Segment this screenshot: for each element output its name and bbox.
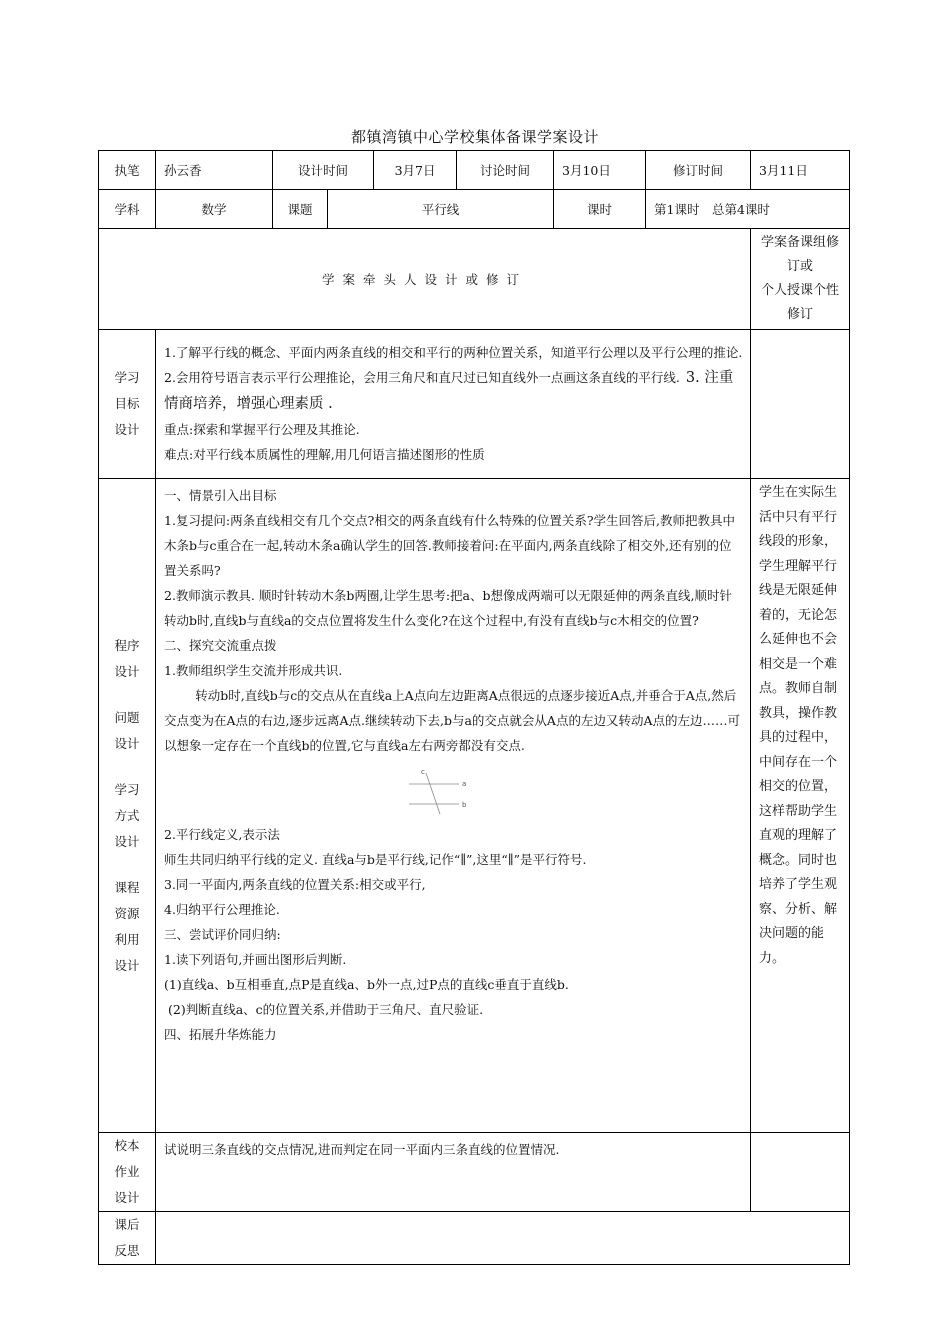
author-label: 执笔 xyxy=(99,151,156,190)
label-c: c xyxy=(421,768,425,776)
revise-column-header xyxy=(751,229,850,330)
revise-header-line-2: 个人授课个性修订 xyxy=(761,283,840,322)
section-heading-1: 一、情景引入出目标 xyxy=(164,488,277,503)
period-value: 第1课时 总第4课时 xyxy=(646,190,850,229)
goal-item-2: 2.会用符号语言表示平行公理推论，会用三角尺和直尺过已知直线外一点画这条直线的平行线. 3. 注重情商培养，增强心理素质 . xyxy=(164,369,734,412)
section-heading-2: 二、探究交流重点拨 xyxy=(164,638,277,653)
parallel-lines-figure xyxy=(164,758,744,822)
design-column-header: 学案牵头人设计或修订 xyxy=(99,229,751,330)
process-paragraph: (1)直线a、b互相垂直,点P是直线a、b外一点,过P点的直线c垂直于直线b. xyxy=(164,977,569,992)
subject-value: 数学 xyxy=(156,190,273,229)
section-heading-4: 四、拓展升华炼能力 xyxy=(164,1027,277,1042)
revise-header-line-1: 学案备课组修订或 xyxy=(761,235,840,274)
homework-label: 校本 作业 设计 xyxy=(99,1133,156,1212)
lesson-plan-table xyxy=(98,150,850,1265)
discuss-time-value: 3月10日 xyxy=(554,151,646,190)
revise-time-value: 3月11日 xyxy=(751,151,850,190)
process-side-note: 学生在实际生活中只有平行线段的形象，学生理解平行线是无限延伸着的，无论怎么延伸也不会相交是一个难点。教师自制教具，操作教具的过程中，中间存在一个相交的位置，这样帮助学生直观的理解了概念。同时也培养了学生观察、分析、解决问题的能力。 xyxy=(751,479,850,1133)
process-content xyxy=(156,479,751,1133)
label-b: b xyxy=(462,801,467,809)
topic-value: 平行线 xyxy=(328,190,554,229)
parallel-lines-diagram xyxy=(404,768,474,818)
subject-label: 学科 xyxy=(99,190,156,229)
process-paragraph: 师生共同归纳平行线的定义. 直线a与b是平行线,记作“∥”,这里“∥”是平行符号. xyxy=(164,852,587,867)
section-heading-3: 三、尝试评价同归纳: xyxy=(164,927,281,942)
process-paragraph: (2)判断直线a、c的位置关系,并借助于三角尺、直尺验证. xyxy=(164,1002,484,1017)
goals-row xyxy=(99,330,850,479)
label-a: a xyxy=(462,780,467,788)
goal-highlight: 3. 注重情商培养，增强心理素质 . xyxy=(164,369,734,412)
process-row xyxy=(99,479,850,1133)
goals-content xyxy=(156,330,751,479)
goal-item-1: 1.了解平行线的概念、平面内两条直线的相交和平行的两种位置关系，知道平行公理以及平行公理的推论. xyxy=(164,344,743,360)
difficulty-point: 难点:对平行线本质属性的理解,用几何语言描述图形的性质 xyxy=(164,446,485,462)
discuss-time-label: 讨论时间 xyxy=(457,151,554,190)
process-label: 程序 设计 问题 设计 学习 方式 设计 课程 资源 利用 设计 xyxy=(99,479,156,1133)
reflection-row xyxy=(99,1212,850,1265)
design-time-label: 设计时间 xyxy=(273,151,374,190)
process-paragraph: 1.教师组织学生交流并形成共识. xyxy=(164,663,343,678)
page-title: 都镇湾镇中心学校集体备课学案设计 xyxy=(350,128,599,146)
process-paragraph-indented: 转动b时,直线b与c的交点从在直线a上A点向左边距离A点很远的点逐步接近A点,并垂合于A点,然后交点变为在A点的右边,逐步远离A点.继续转动下去,b与a的交点就会从A点的左边又转动A点的左边……可以想象一定存在一个直线b的位置,它与直线a左右两旁都没有交点. xyxy=(164,688,740,753)
line-c xyxy=(426,773,440,814)
section-header-row xyxy=(99,229,850,330)
process-paragraph: 1.复习提问:两条直线相交有几个交点?相交的两条直线有什么特殊的位置关系?学生回答后,教师把教具中木条b与c重合在一起,转动木条a确认学生的回答.教师接着问:在平面内,两条直线除了相交外,还有别的位置关系吗? xyxy=(164,513,736,578)
process-paragraph: 1.读下列语句,并画出图形后判断. xyxy=(164,952,347,967)
header-row-1 xyxy=(99,151,850,190)
homework-row xyxy=(99,1133,850,1212)
homework-revise-cell xyxy=(751,1133,850,1212)
process-paragraph: 3.同一平面内,两条直线的位置关系:相交或平行, xyxy=(164,877,426,892)
period-label: 课时 xyxy=(554,190,646,229)
revise-time-label: 修订时间 xyxy=(646,151,751,190)
design-time-value: 3月7日 xyxy=(374,151,457,190)
goals-label: 学习 目标 设计 xyxy=(99,330,156,479)
header-row-2 xyxy=(99,190,850,229)
process-paragraph: 2.平行线定义,表示法 xyxy=(164,827,280,842)
process-paragraph: 2.教师演示教具. 顺时针转动木条b两圈,让学生思考:把a、b想像成两端可以无限延伸的两条直线,顺时针转动b时,直线b与直线a的交点位置将发生什么变化?在这个过程中,有没有直线b与c木相交的位置? xyxy=(164,588,732,628)
homework-content: 试说明三条直线的交点情况,进而判定在同一平面内三条直线的位置情况. xyxy=(156,1133,751,1212)
author-value: 孙云香 xyxy=(156,151,273,190)
reflection-label: 课后 反思 xyxy=(99,1212,156,1265)
process-paragraph: 4.归纳平行公理推论. xyxy=(164,902,280,917)
topic-label: 课题 xyxy=(273,190,328,229)
key-point: 重点:探索和掌握平行公理及其推论. xyxy=(164,421,360,437)
reflection-content xyxy=(156,1212,850,1265)
goals-revise-cell xyxy=(751,330,850,479)
